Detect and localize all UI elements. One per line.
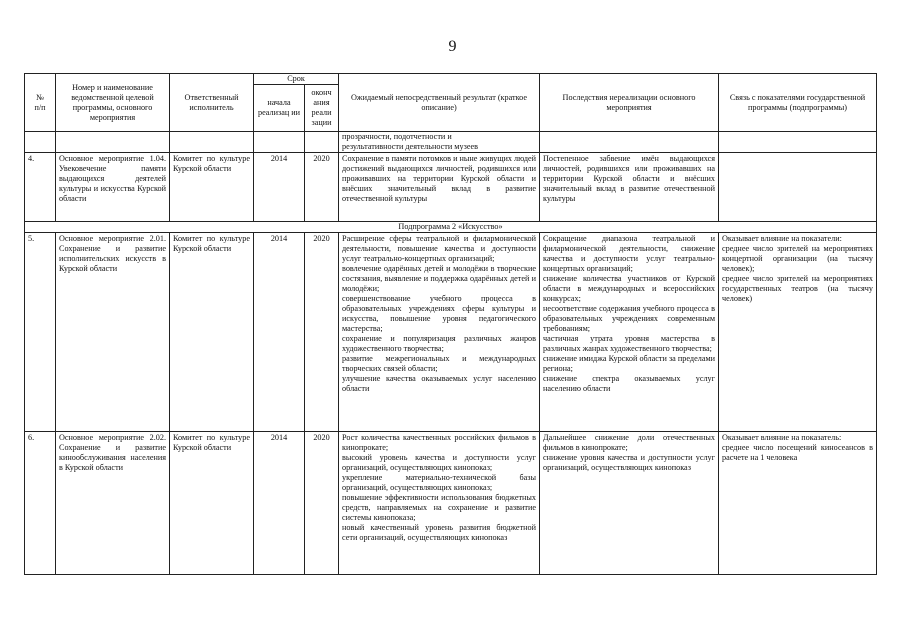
continuation-result: прозрачности, подотчетности и результативности деятельности музеев	[339, 132, 540, 153]
subprogram-title: Подпрограмма 2 «Искусство»	[25, 222, 877, 233]
table-row	[25, 432, 877, 575]
header-name: Номер и наименование ведомственной целевой программы, основного мероприятия	[56, 74, 170, 132]
row6-num: 6.	[25, 432, 56, 575]
header-srok: Срок	[254, 74, 339, 85]
row6-end: 2020	[305, 432, 339, 575]
continuation-row	[25, 132, 877, 153]
header-start: начала реализац ии	[254, 85, 305, 132]
row5-consequences: Сокращение диапазона театральной и филармонической деятельности, снижение качества и доступности услуг театрально-концертных организаций; снижение количества участников от Курской области в международных и всероссийских конкурсах; несоответствие содержания учебного процесса в образовательных учреждениях современным требованиям; частичная утрата уровня мастерства в различных жанрах художественного творчества; снижение имиджа Курской области за пределами региона; снижение спектра оказываемых услуг населению области	[540, 233, 719, 432]
row4-responsible: Комитет по культуре Курской области	[170, 153, 254, 222]
row6-start: 2014	[254, 432, 305, 575]
header-num: № п/п	[25, 74, 56, 132]
row6-responsible: Комитет по культуре Курской области	[170, 432, 254, 575]
row5-result: Расширение сферы театральной и филармонической деятельности, повышение качества и доступности услуг театрально-концертных организаций; вовлечение одарённых детей и молодёжи в творческие состязания, выявление и поддержка одарённых детей и молодёжи; совершенствование учебного процесса в образовательных учреждениях сферы культуры и искусства, повышение уровня педагогического мастерства; сохранение и популяризация различных жанров художественного творчества; развитие межрегиональных и международных творческих связей области; улучшение качества оказываемых услуг населению области	[339, 233, 540, 432]
row5-name: Основное мероприятие 2.01. Сохранение и развитие исполнительских искусств в Курской области	[56, 233, 170, 432]
header-consequences: Последствия нереализации основного мероприятия	[540, 74, 719, 132]
row6-consequences: Дальнейшее снижение доли отечественных фильмов в кинопрокате; снижение уровня качества и доступности услуг организаций, осуществляющих кинопоказ	[540, 432, 719, 575]
row6-result: Рост количества качественных российских фильмов в кинопрокате; высокий уровень качества и доступности услуг организаций, осуществляющих кинопоказ; укрепление материально-технической базы организаций, осуществляющих кинопоказ; повышение эффективности использования бюджетных средств, направляемых на сохранение и развитие системы кинопоказа; новый качественный уровень развития бюджетной сети организаций, осуществляющих кинопоказ	[339, 432, 540, 575]
row4-end: 2020	[305, 153, 339, 222]
row4-start: 2014	[254, 153, 305, 222]
row4-consequences: Постепенное забвение имён выдающихся личностей, родившихся или проживавших на территории Курской области и внёсших значительный вклад в развитие отечественной культуры	[540, 153, 719, 222]
row4-link	[719, 153, 877, 222]
row4-name: Основное мероприятие 1.04. Увековечение памяти выдающихся деятелей культуры и искусства Курской области	[56, 153, 170, 222]
header-responsible: Ответственный исполнитель	[170, 74, 254, 132]
header-link: Связь с показателями государственной программы (подпрограммы)	[719, 74, 877, 132]
table-row	[25, 153, 877, 222]
row6-link: Оказывает влияние на показатель: среднее число посещений киносеансов в расчете на 1 человека	[719, 432, 877, 575]
row4-result: Сохранение в памяти потомков и ныне живущих людей достижений выдающихся личностей, родившихся или проживавших на территории Курской области и внёсших значительный вклад в развитие отечественной культуры	[339, 153, 540, 222]
header-row	[25, 74, 877, 85]
header-result: Ожидаемый непосредственный результат (краткое описание)	[339, 74, 540, 132]
row6-name: Основное мероприятие 2.02. Сохранение и развитие кинообслуживания населения в Курской области	[56, 432, 170, 575]
page-number: 9	[448, 38, 457, 55]
row4-num: 4.	[25, 153, 56, 222]
row5-start: 2014	[254, 233, 305, 432]
subprogram-row	[25, 222, 877, 233]
header-end: оконч ания реали зации	[305, 85, 339, 132]
table-row	[25, 233, 877, 432]
row5-num: 5.	[25, 233, 56, 432]
row5-end: 2020	[305, 233, 339, 432]
row5-link: Оказывает влияние на показатели: среднее число зрителей на мероприятиях концертной организации (на тысячу человек); среднее число зрителей на мероприятиях государственных театров (на тысячу человек)	[719, 233, 877, 432]
row5-responsible: Комитет по культуре Курской области	[170, 233, 254, 432]
program-table	[24, 73, 877, 575]
